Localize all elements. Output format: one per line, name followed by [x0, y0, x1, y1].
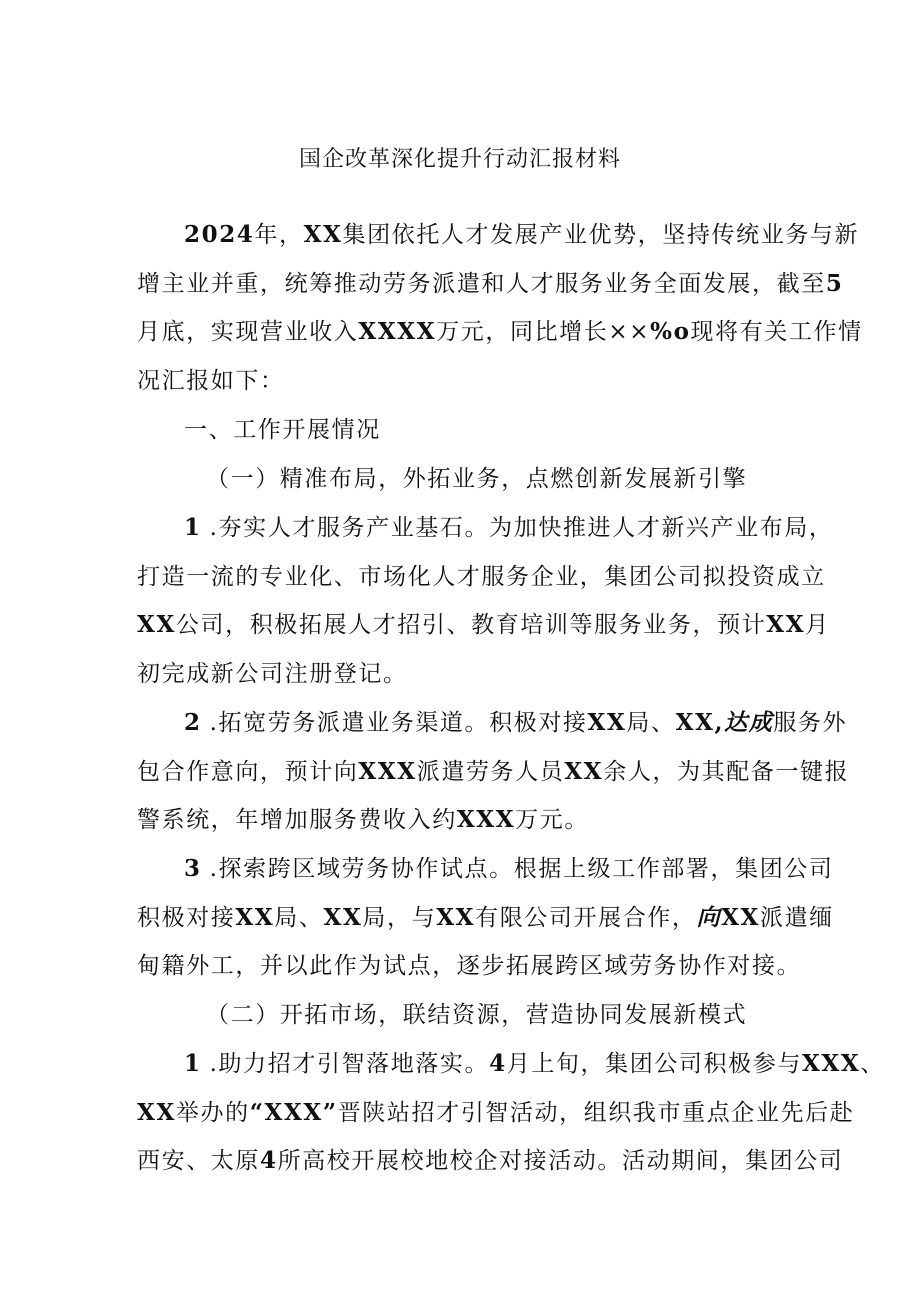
- text-run: 积极对接: [137, 905, 236, 931]
- item4-line-2: [137, 1094, 920, 1127]
- text-run: 增主业并重，统筹推动劳务派遣和人才服务业务全面发展，截至: [137, 271, 826, 297]
- placeholder-xxx: XXX: [801, 1050, 861, 1077]
- text-run: 包合作意向，预计向: [137, 759, 359, 785]
- emphasis-text: 达成: [724, 709, 774, 736]
- item-number: 3: [184, 855, 202, 882]
- text-run: 所高校开展校地校企对接活动。活动期间，集团公司: [277, 1148, 844, 1174]
- document-title: 国企改革深化提升行动汇报材料: [298, 147, 621, 172]
- text-run: 月底，实现营业收入: [137, 319, 359, 345]
- text-run: 西安、太原: [137, 1148, 260, 1174]
- text-run: 万元。: [515, 807, 589, 833]
- text-run: .助力招才引智落地落实。: [209, 1051, 490, 1077]
- text-run: 局、: [274, 905, 324, 931]
- text-run: 局、: [626, 710, 676, 736]
- text-run: 举办的: [175, 1100, 250, 1126]
- percent-sign: %o: [650, 318, 691, 345]
- month-value: 4: [489, 1050, 507, 1077]
- text-run: 局，与: [362, 905, 437, 931]
- placeholder-xxx: XXX: [456, 806, 516, 833]
- subsection-heading-2: （二）开拓市场，联结资源，营造协同发展新模式: [206, 1002, 748, 1028]
- text-run: 余人，为其配备一键报: [603, 759, 850, 785]
- text-run: 派遣劳务人员: [416, 759, 565, 785]
- subsection-heading-1: （一）精准布局，外拓业务，点燃创新发展新引擎: [206, 466, 748, 492]
- text-run: .夯实人才服务产业基石。为加快推进人才新兴产业布局，: [209, 515, 834, 541]
- text-run: 派遣缅: [760, 905, 834, 931]
- text-run: 服务外: [773, 710, 848, 736]
- intro-line-3: [137, 313, 920, 346]
- item2-line-1: [184, 704, 920, 737]
- text-run: 月上旬，集团公司积极参与: [506, 1051, 802, 1077]
- placeholder-xx: XX: [137, 611, 176, 638]
- intro-line-1: [184, 216, 920, 249]
- text-run: 公司，积极拓展人才招引、教育培训等服务业务，预计: [175, 612, 767, 638]
- item-number: 2: [184, 709, 202, 736]
- placeholder-xxx: XXX: [358, 758, 417, 785]
- text-run: 月: [805, 612, 830, 638]
- item4-line-1: [184, 1045, 920, 1078]
- emphasis-text: 向: [696, 904, 722, 931]
- section-heading-1: 一、工作开展情况: [184, 417, 381, 443]
- item3-line-3: 甸籍外工，并以此作为试点，逐步拓展跨区域劳务协作对接。: [137, 953, 802, 979]
- year-value: 2024: [184, 221, 255, 248]
- item-number: 1: [184, 514, 202, 541]
- placeholder-xx: XX: [235, 904, 275, 931]
- intro-line-2: [137, 265, 920, 298]
- item1-line-1: [184, 509, 920, 542]
- placeholder-xx: XX: [323, 904, 363, 931]
- placeholder-xx: XX,: [675, 709, 725, 736]
- item1-line-2: 打造一流的专业化、市场化人才服务企业，集团公司拟投资成立: [137, 564, 826, 590]
- item2-line-3: [137, 801, 920, 834]
- text-run: 警系统，年增加服务费收入约: [137, 807, 457, 833]
- text-run: 有限公司开展合作，: [475, 905, 697, 931]
- placeholder-xx: XX: [436, 904, 476, 931]
- text-run: 万元，同比增长××: [436, 319, 651, 345]
- placeholder-xx: XX: [766, 611, 806, 638]
- month-value: 5: [825, 270, 844, 297]
- text-run: 集团依托人才发展产业优势，坚持传统业务与新: [342, 222, 860, 248]
- text-run: .拓宽劳务派遣业务渠道。积极对接: [209, 710, 588, 736]
- count-value: 4: [260, 1147, 278, 1174]
- placeholder-xx: XX: [303, 221, 343, 248]
- text-run: 晋陕站招才引智活动，组织我市重点企业先后赴: [337, 1100, 855, 1126]
- placeholder-xx: XX: [721, 904, 760, 931]
- text-run: 、: [860, 1051, 885, 1077]
- text-run: 年，: [254, 222, 304, 248]
- item2-line-2: [137, 753, 920, 786]
- placeholder-xx: XX: [564, 758, 604, 785]
- item1-line-4: 初完成新公司注册登记。: [137, 661, 408, 687]
- item1-line-3: [137, 606, 920, 639]
- text-run: .探索跨区域劳务协作试点。根据上级工作部署，集团公司: [209, 856, 834, 882]
- text-run: 现将有关工作情: [690, 319, 863, 345]
- item3-line-1: [184, 850, 920, 883]
- event-name: “XXX”: [249, 1099, 338, 1126]
- item4-line-3: [137, 1142, 920, 1175]
- placeholder-xx: XX: [137, 1099, 176, 1126]
- revenue-placeholder: XXXX: [358, 318, 437, 345]
- intro-line-4: 况汇报如下：: [137, 368, 285, 394]
- placeholder-xx: XX: [587, 709, 627, 736]
- item-number: 1: [184, 1050, 202, 1077]
- item3-line-2: [137, 899, 920, 932]
